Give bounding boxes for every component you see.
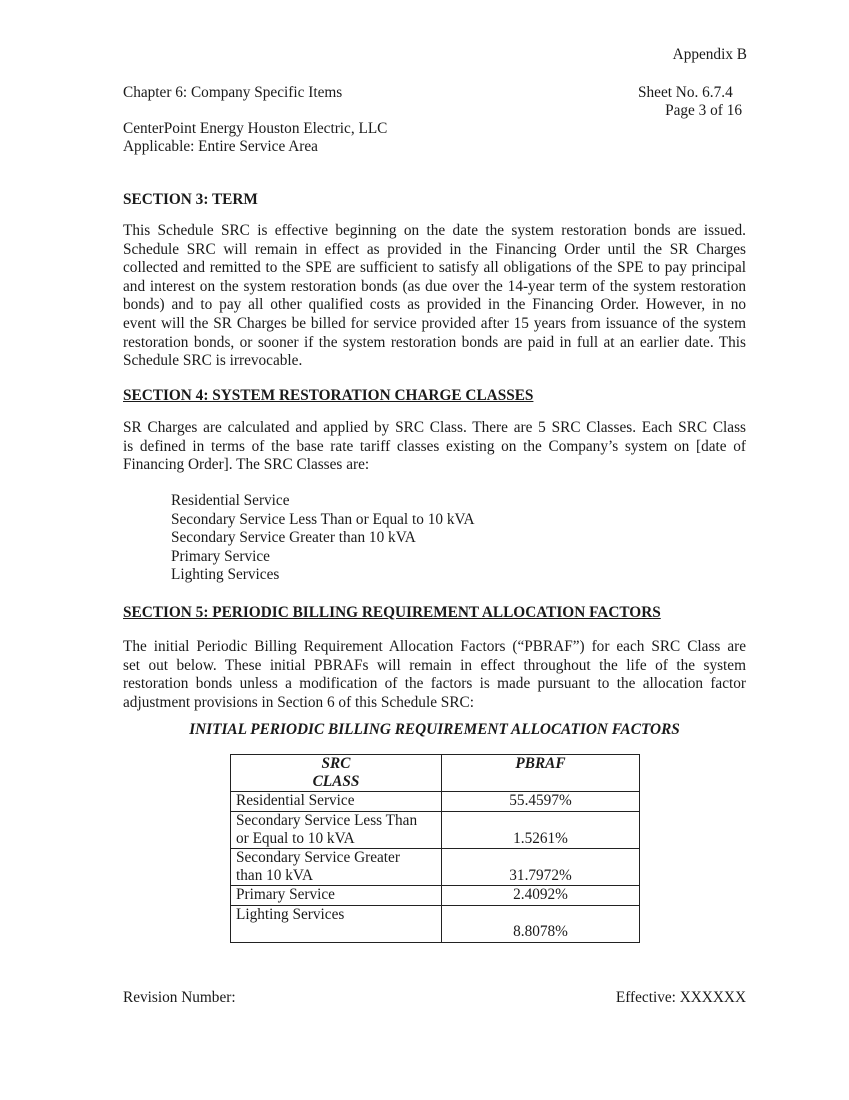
pbraf-cell: 31.7972%: [442, 849, 640, 886]
section-3-line: and interest on the system restoration bonds (as due over the 14-year term of the system restoration: [123, 277, 746, 295]
section-5-body: [123, 638, 746, 712]
section-4-body: [123, 419, 746, 475]
pbraf-table: [230, 754, 640, 943]
section-3-line: event will the SR Charges be billed for service provided after 15 years from issuance of the system: [123, 314, 746, 332]
section-4-line: SR Charges are calculated and applied by SRC Class. There are 5 SRC Classes. Each SRC Class: [123, 419, 746, 436]
table-header-row: [231, 755, 640, 792]
list-item: Primary Service: [171, 547, 270, 565]
table-row: [231, 849, 640, 886]
section-3-line: collected and remitted to the SPE are sufficient to satisfy all obligations of the SPE to pay principal: [123, 259, 746, 277]
class-line: Secondary Service Less Than: [236, 811, 418, 829]
class-line: Lighting Services: [236, 905, 345, 923]
table-row: [231, 905, 640, 942]
table-row: [231, 792, 640, 811]
table-row: [231, 811, 640, 848]
header-line: CLASS: [312, 773, 360, 791]
section-3-line: This Schedule SRC is effective beginning on the date the system restoration bonds are issued.: [123, 222, 746, 239]
section-4-line: Financing Order]. The SRC Classes are:: [123, 456, 370, 474]
class-line: or Equal to 10 kVA: [236, 829, 355, 847]
list-item: Secondary Service Greater than 10 kVA: [171, 529, 416, 547]
section-3-line: Schedule SRC will remain in effect as provided in the Financing Order until the SR Charges: [123, 240, 746, 258]
pbraf-cell: 1.5261%: [442, 811, 640, 848]
column-header-src-class: [231, 755, 442, 792]
section-3-heading: SECTION 3: TERM: [123, 191, 258, 208]
section-3-body: [123, 222, 746, 371]
revision-number: Revision Number:: [123, 989, 236, 1006]
pbraf-cell: 55.4597%: [442, 792, 640, 811]
class-cell: [231, 905, 442, 942]
page-number: Page 3 of 16: [665, 102, 742, 119]
chapter-title: Chapter 6: Company Specific Items: [123, 84, 343, 101]
class-line: Residential Service: [236, 792, 355, 810]
class-cell: [231, 849, 442, 886]
section-3-line: restoration bonds, or sooner if the system restoration bonds are paid in full at an earlier date. This: [123, 333, 746, 351]
header-line: SRC: [321, 755, 351, 772]
class-line: Secondary Service Greater: [236, 849, 400, 867]
class-cell: [231, 792, 442, 811]
section-4-line: is defined in terms of the base rate tariff classes existing on the Company’s system on [date of: [123, 437, 746, 455]
section-5-heading: SECTION 5: PERIODIC BILLING REQUIREMENT ALLOCATION FACTORS: [123, 604, 661, 621]
list-item: Lighting Services: [171, 566, 280, 584]
section-5-line: The initial Periodic Billing Requirement Allocation Factors (“PBRAF”) for each SRC Class are: [123, 638, 746, 655]
sheet-number: Sheet No. 6.7.4: [638, 84, 733, 101]
list-item: Residential Service: [171, 492, 290, 509]
table-row: [231, 886, 640, 905]
section-4-heading: SECTION 4: SYSTEM RESTORATION CHARGE CLASSES: [123, 387, 534, 404]
table-title: INITIAL PERIODIC BILLING REQUIREMENT ALLOCATION FACTORS: [189, 721, 680, 738]
list-item: Secondary Service Less Than or Equal to 10 kVA: [171, 510, 475, 528]
class-cell: [231, 886, 442, 905]
pbraf-cell: 8.8078%: [442, 905, 640, 942]
class-line: Primary Service: [236, 886, 335, 904]
section-5-line: adjustment provisions in Section 6 of this Schedule SRC:: [123, 693, 474, 711]
appendix-label: Appendix B: [672, 46, 747, 63]
src-class-list: [171, 492, 475, 585]
class-line: than 10 kVA: [236, 867, 314, 885]
section-5-line: set out below. These initial PBRAFs will remain in effect throughout the life of the system: [123, 656, 746, 674]
effective-date: Effective: XXXXXX: [615, 989, 746, 1006]
class-cell: [231, 811, 442, 848]
company-name: CenterPoint Energy Houston Electric, LLC: [123, 120, 388, 137]
applicable-area: Applicable: Entire Service Area: [123, 138, 318, 155]
pbraf-cell: 2.4092%: [442, 886, 640, 905]
section-5-line: restoration bonds unless a modification of the factors is made pursuant to the allocation factor: [123, 675, 746, 693]
section-3-line: Schedule SRC is irrevocable.: [123, 352, 303, 370]
column-header-pbraf: PBRAF: [442, 755, 640, 792]
section-3-line: bonds) and to pay all other qualified costs as provided in the Financing Order. However, in no: [123, 296, 746, 314]
